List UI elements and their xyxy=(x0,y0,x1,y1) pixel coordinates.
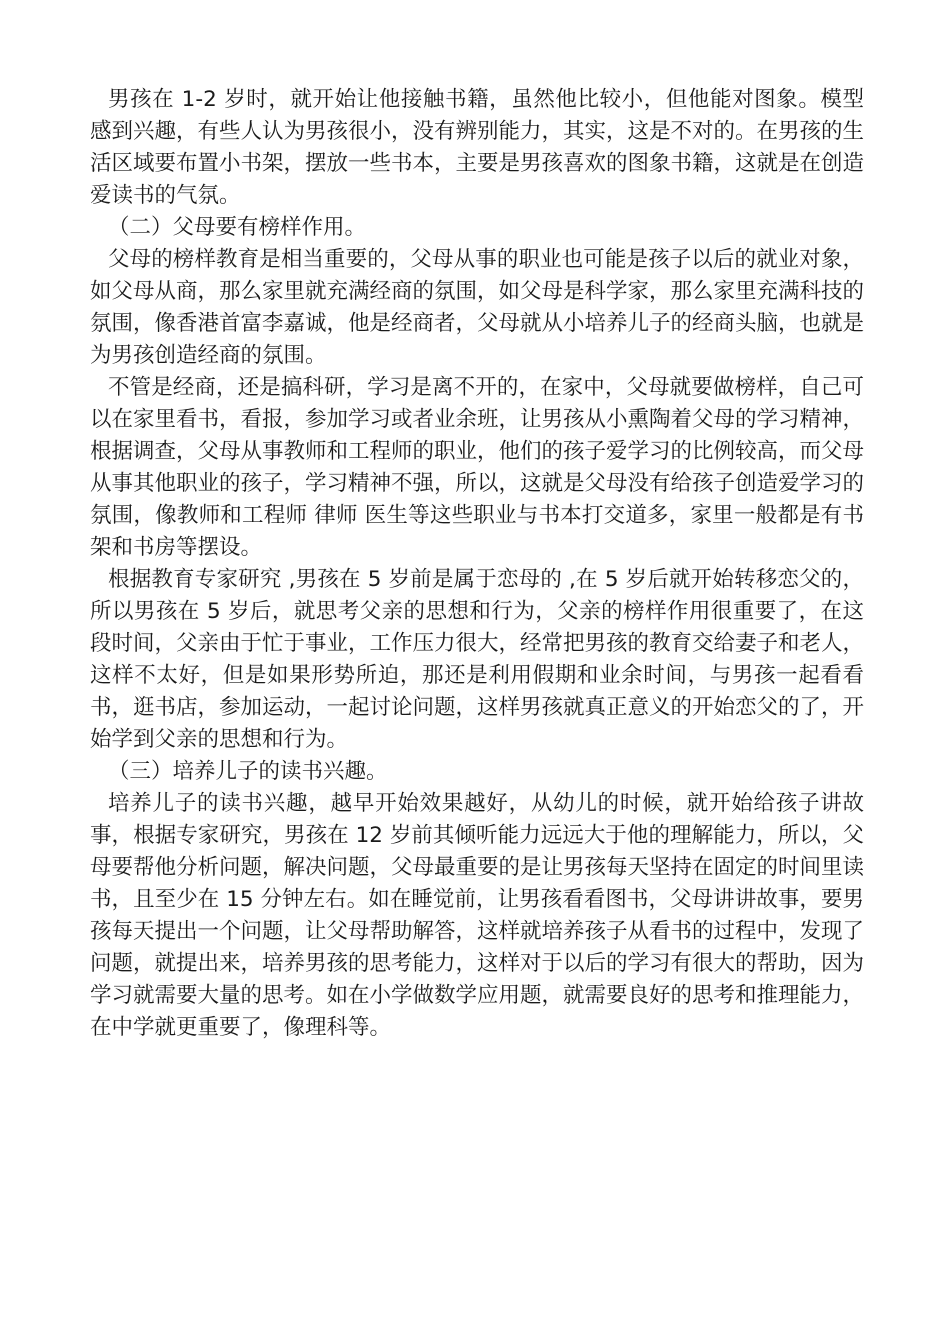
paragraph-study-example: 不管是经商，还是搞科研，学习是离不开的，在家中，父母就要做榜样，自己可以在家里看书，看报，参加学习或者业余班，让男孩从小熏陶着父母的学习精神，根据调查，父母从事教师和工程师的职业，他们的孩子爱学习的比例较高，而父母从事其他职业的孩子，学习精神不强，所以，这就是父母没有给孩子创造爱学习的氛围，像教师和工程师 律师 医生等这些职业与书本打交道多，家里一般都是有书架和书房等摆设。 xyxy=(90,375,865,560)
section-heading-2: （二）父母要有榜样作用。 xyxy=(108,215,367,240)
section-heading-3: （三）培养儿子的读书兴趣。 xyxy=(108,759,388,784)
paragraph-role-model: 父母的榜样教育是相当重要的，父母从事的职业也可能是孩子以后的就业对象，如父母从商，那么家里就充满经商的氛围，如父母是科学家，那么家里充满科技的氛围，像香港首富李嘉诚，他是经商者，父母就从小培养儿子的经商头脑，也就是为男孩创造经商的氛围。 xyxy=(90,247,865,368)
paragraph-intro: 男孩在 1-2 岁时，就开始让他接触书籍，虽然他比较小，但他能对图象。模型感到兴趣，有些人认为男孩很小，没有辨别能力，其实，这是不对的。在男孩的生活区域要布置小书架，摆放一些书本，主要是男孩喜欢的图象书籍，这就是在创造爱读书的气氛。 xyxy=(90,87,865,208)
paragraph-reading-interest: 培养儿子的读书兴趣，越早开始效果越好，从幼儿的时候，就开始给孩子讲故事，根据专家研究，男孩在 12 岁前其倾听能力远远大于他的理解能力，所以，父母要帮他分析问题，解决问题，父母最重要的是让男孩每天坚持在固定的时间里读书，且至少在 15 分钟左右。如在睡觉前，让男孩看看图书，父母讲讲故事，要男孩每天提出一个问题，让父母帮助解答，这样就培养孩子从看书的过程中，发现了问题，就提出来，培养男孩的思考能力，这样对于以后的学习有很大的帮助，因为学习就需要大量的思考。如在小学做数学应用题，就需要良好的思考和推理能力，在中学就更重要了，像理科等。 xyxy=(90,791,865,1040)
paragraph-father-role: 根据教育专家研究 ,男孩在 5 岁前是属于恋母的 ,在 5 岁后就开始转移恋父的，所以男孩在 5 岁后，就思考父亲的思想和行为，父亲的榜样作用很重要了，在这段时间，父亲由于忙于事业，工作压力很大，经常把男孩的教育交给妻子和老人，这样不太好，但是如果形势所迫，那还是利用假期和业余时间，与男孩一起看看书，逛书店，参加运动，一起讨论问题，这样男孩就真正意义的开始恋父的了，开始学到父亲的思想和行为。 xyxy=(90,567,865,752)
document-body xyxy=(90,84,864,1044)
